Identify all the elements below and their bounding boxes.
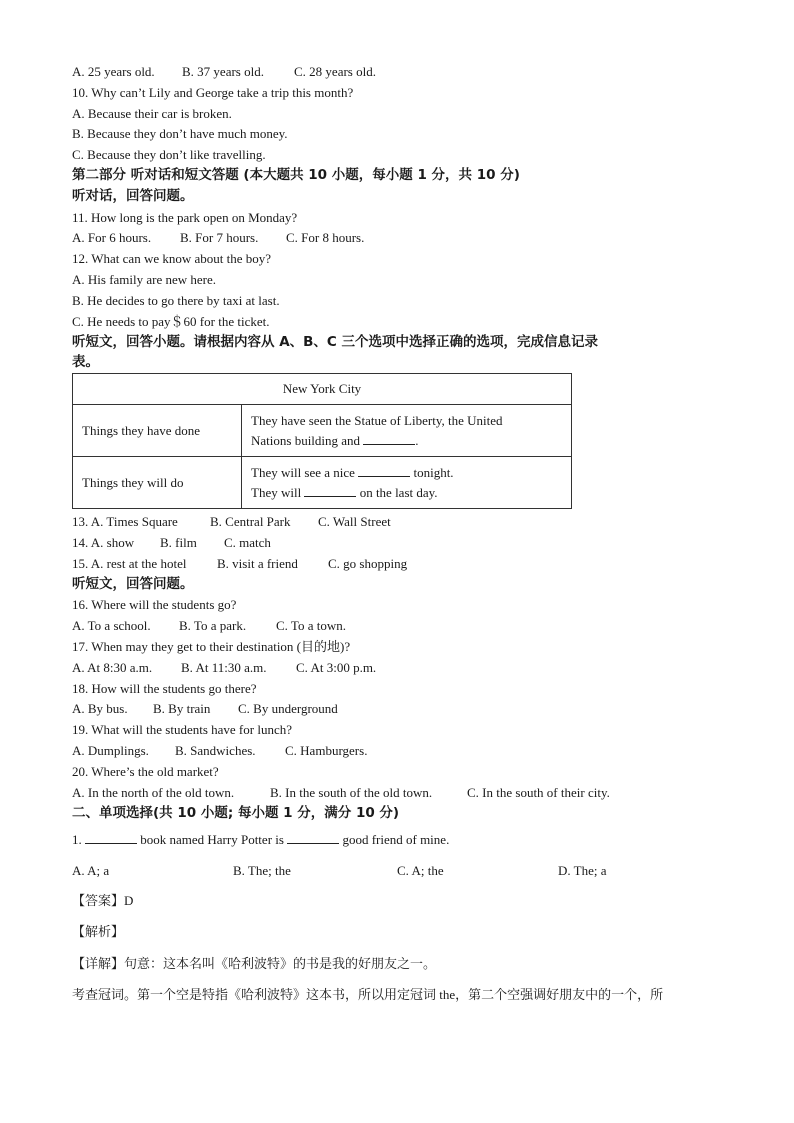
- q13-option-b: B. Central Park: [210, 514, 291, 529]
- mc1-suffix-text: good friend of mine.: [342, 832, 450, 847]
- q9-option-c: C. 28 years old.: [294, 64, 376, 79]
- row-will-line2-text-a: They will: [251, 484, 302, 500]
- info-record-table: [72, 373, 572, 509]
- detail-text: 句意：这本名叫《哈利波特》的书是我的好朋友之一。: [124, 956, 437, 971]
- mc1-question: [72, 831, 449, 848]
- mc1-option-b: B. The; the: [233, 863, 291, 878]
- analysis-label: 【解析】: [72, 924, 125, 939]
- q10-question: 10. Why can’t Lily and George take a trip this month?: [72, 85, 354, 100]
- blank-15: [304, 484, 356, 497]
- q18-option-b: B. By train: [153, 701, 211, 716]
- q12-question: 12. What can we know about the boy?: [72, 251, 272, 266]
- detail-line: [72, 956, 436, 972]
- q20-option-b: B. In the south of the old town.: [270, 785, 433, 800]
- q15-option-a: 15. A. rest at the hotel: [72, 556, 187, 571]
- row-will-line2: [251, 483, 562, 503]
- q16-option-c: C. To a town.: [276, 618, 346, 633]
- table-title: New York City: [73, 374, 572, 405]
- q13-option-c: C. Wall Street: [318, 514, 391, 529]
- row-value-will-do: [242, 457, 572, 509]
- answer-value: D: [124, 893, 134, 908]
- mc1-option-c: C. A; the: [397, 863, 444, 878]
- q14-option-b: B. film: [160, 535, 197, 550]
- mc1-blank-2: [287, 831, 339, 844]
- row-done-line2: Nations building and .: [251, 432, 419, 448]
- q12-option-a: A. His family are new here.: [72, 272, 217, 287]
- q12-option-c: C. He needs to pay＄60 for the ticket.: [72, 314, 270, 329]
- q11-option-a: A. For 6 hours.: [72, 230, 152, 245]
- q19-question: 19. What will the students have for lunch?: [72, 722, 292, 737]
- q20-option-c: C. In the south of their city.: [467, 785, 610, 800]
- blank-14: [358, 464, 410, 477]
- mc1-blank-1: [85, 831, 137, 844]
- table-instruction-line2: 表。: [72, 354, 99, 370]
- q10-option-c: C. Because they don’t like travelling.: [72, 147, 266, 162]
- q11-option-b: B. For 7 hours.: [180, 230, 259, 245]
- q19-option-a: A. Dumplings.: [72, 743, 149, 758]
- listen-passage-heading: 听短文，回答问题。: [72, 576, 194, 592]
- part2-header: 第二部分 听对话和短文答题 (本大题共 10 小题，每小题 1 分，共 10 分): [72, 167, 520, 183]
- mc1-middle-text: book named Harry Potter is: [140, 832, 284, 847]
- q17-option-c: C. At 3:00 p.m.: [296, 660, 377, 675]
- row-value-done: [242, 405, 572, 457]
- q13-option-a: 13. A. Times Square: [72, 514, 178, 529]
- q16-question: 16. Where will the students go?: [72, 597, 237, 612]
- q16-option-b: B. To a park.: [179, 618, 247, 633]
- q18-question: 18. How will the students go there?: [72, 681, 257, 696]
- q15-option-c: C. go shopping: [328, 556, 408, 571]
- q18-option-a: A. By bus.: [72, 701, 128, 716]
- row-will-line1-text-b: tonight.: [413, 464, 454, 480]
- answer-label: 【答案】: [72, 893, 125, 908]
- row-will-line2-text-b: on the last day.: [359, 484, 438, 500]
- mc1-option-a: A. A; a: [72, 863, 110, 878]
- q20-question: 20. Where’s the old market?: [72, 764, 219, 779]
- q12-option-b: B. He decides to go there by taxi at last.: [72, 293, 280, 308]
- q19-option-b: B. Sandwiches.: [175, 743, 256, 758]
- q9-option-b: B. 37 years old.: [182, 64, 264, 79]
- q20-option-a: A. In the north of the old town.: [72, 785, 235, 800]
- q14-option-c: C. match: [224, 535, 271, 550]
- q16-option-a: A. To a school.: [72, 618, 151, 633]
- q11-question: 11. How long is the park open on Monday?: [72, 210, 298, 225]
- explain-text: 考查冠词。第一个空是特指《哈利波特》这本书，所以用定冠词 the，第二个空强调好朋友中的一个，所: [72, 987, 664, 1002]
- detail-label: 【详解】: [72, 956, 125, 971]
- row-label-done: Things they have done: [73, 405, 242, 457]
- row-label-will-do: Things they will do: [73, 457, 242, 509]
- q11-option-c: C. For 8 hours.: [286, 230, 365, 245]
- blank-13: [363, 432, 415, 445]
- q14-option-a: 14. A. show: [72, 535, 135, 550]
- row-will-line1-text-a: They will see a nice: [251, 464, 355, 480]
- q15-option-b: B. visit a friend: [217, 556, 298, 571]
- q10-option-b: B. Because they don’t have much money.: [72, 126, 288, 141]
- section2-header: 二、单项选择(共 10 小题; 每小题 1 分，满分 10 分): [72, 805, 400, 821]
- q19-option-c: C. Hamburgers.: [285, 743, 368, 758]
- q9-option-a: A. 25 years old.: [72, 64, 155, 79]
- row-done-line1: They have seen the Statue of Liberty, the United: [251, 412, 503, 428]
- row-will-line1: [251, 463, 562, 483]
- q18-option-c: C. By underground: [238, 701, 338, 716]
- mc1-number: 1.: [72, 832, 82, 847]
- q10-option-a: A. Because their car is broken.: [72, 106, 232, 121]
- answer-line: [72, 893, 133, 909]
- row-done-line2-text: Nations building and: [251, 432, 361, 448]
- table-instruction-line1: 听短文，回答小题。请根据内容从 A、B、C 三个选项中选择正确的选项，完成信息记录: [72, 334, 599, 350]
- q17-question: 17. When may they get to their destination (目的地)?: [72, 639, 351, 654]
- listen-dialogue-heading: 听对话，回答问题。: [72, 188, 194, 204]
- q17-option-a: A. At 8:30 a.m.: [72, 660, 153, 675]
- q17-option-b: B. At 11:30 a.m.: [181, 660, 267, 675]
- mc1-option-d: D. The; a: [558, 863, 607, 878]
